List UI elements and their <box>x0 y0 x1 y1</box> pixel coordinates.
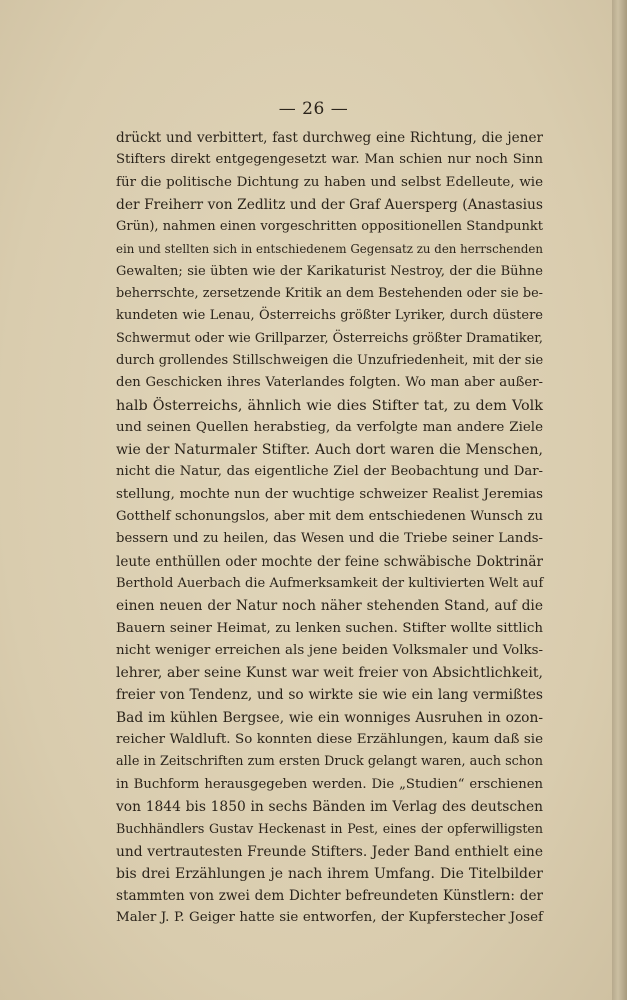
text-line: kundeten wie Lenau, Österreichs größter Lyriker, durch düstere <box>116 308 543 324</box>
text-line: alle in Zeitschriften zum ersten Druck gelangt waren, auch schon <box>116 754 543 770</box>
text-line: freier von Tendenz, und so wirkte sie wie ein lang vermißtes <box>116 687 543 704</box>
text-line: und vertrautesten Freunde Stifters. Jeder Band enthielt eine <box>116 843 543 860</box>
text-line: leute enthüllen oder mochte der feine schwäbische Doktrinär <box>116 553 543 570</box>
text-line: Gotthelf schonungslos, aber mit dem entschiedenen Wunsch zu <box>116 509 543 525</box>
text-line: Schwermut oder wie Grillparzer, Österreichs größter Dramatiker, <box>116 330 543 346</box>
text-line: den Geschicken ihres Vaterlandes folgten. Wo man aber außer- <box>116 375 543 391</box>
text-line: einen neuen der Natur noch näher stehenden Stand, auf die <box>116 598 543 615</box>
text-line: Grün), nahmen einen vorgeschritten oppositionellen Standpunkt <box>116 219 543 235</box>
text-line: nicht weniger erreichen als jene beiden Volksmaler und Volks- <box>116 642 543 658</box>
text-line: stellung, mochte nun der wuchtige schweizer Realist Jeremias <box>116 486 543 502</box>
body-text <box>116 127 543 930</box>
text-line: stammten von zwei dem Dichter befreundeten Künstlern: der <box>116 888 543 905</box>
text-line: ein und stellten sich in entschiedenem Gegensatz zu den herrschenden <box>116 242 543 257</box>
text-line: Bad im kühlen Bergsee, wie ein wonniges Ausruhen in ozon- <box>116 709 543 726</box>
text-line: von 1844 bis 1850 in sechs Bänden im Verlag des deutschen <box>116 798 543 815</box>
text-line: lehrer, aber seine Kunst war weit freier von Absichtlichkeit, <box>116 665 543 682</box>
text-line: durch grollendes Stillschweigen die Unzufriedenheit, mit der sie <box>116 352 544 368</box>
text-line: der Freiherr von Zedlitz und der Graf Auersperg (Anastasius <box>116 196 543 213</box>
text-line: Gewalten; sie übten wie der Karikaturist Nestroy, der die Bühne <box>116 263 543 279</box>
text-line: Stifters direkt entgegengesetzt war. Man schien nur noch Sinn <box>116 152 543 168</box>
text-line: beherrschte, zersetzende Kritik an dem Bestehenden oder sie be- <box>116 286 543 302</box>
text-line: und seinen Quellen herabstieg, da verfolgte man andere Ziele <box>116 419 543 435</box>
text-line: Buchhändlers Gustav Heckenast in Pest, eines der opferwilligsten <box>116 821 543 837</box>
text-line: Maler J. P. Geiger hatte sie entworfen, der Kupferstecher Josef <box>116 910 543 926</box>
text-line: halb Österreichs, ähnlich wie dies Stifter tat, zu dem Volk <box>116 397 543 414</box>
text-line: reicher Waldluft. So konnten diese Erzählungen, kaum daß sie <box>116 732 543 748</box>
text-line: Berthold Auerbach die Aufmerksamkeit der kultivierten Welt auf <box>116 575 544 591</box>
text-line: wie der Naturmaler Stifter. Auch dort waren die Menschen, <box>116 442 543 459</box>
text-line: in Buchform herausgegeben werden. Die „Studien“ erschienen <box>116 776 543 792</box>
page-number: — 26 — <box>278 99 349 119</box>
text-line: für die politische Dichtung zu haben und selbst Edelleute, wie <box>116 174 543 190</box>
text-line: bessern und zu heilen, das Wesen und die Triebe seiner Lands- <box>116 531 543 547</box>
page-edge <box>612 0 627 1000</box>
text-line: Bauern seiner Heimat, zu lenken suchen. Stifter wollte sittlich <box>116 620 543 636</box>
text-line: drückt und verbittert, fast durchweg eine Richtung, die jener <box>116 130 543 146</box>
text-line: bis drei Erzählungen je nach ihrem Umfang. Die Titelbilder <box>116 865 543 882</box>
text-line: nicht die Natur, das eigentliche Ziel der Beobachtung und Dar- <box>116 464 543 480</box>
